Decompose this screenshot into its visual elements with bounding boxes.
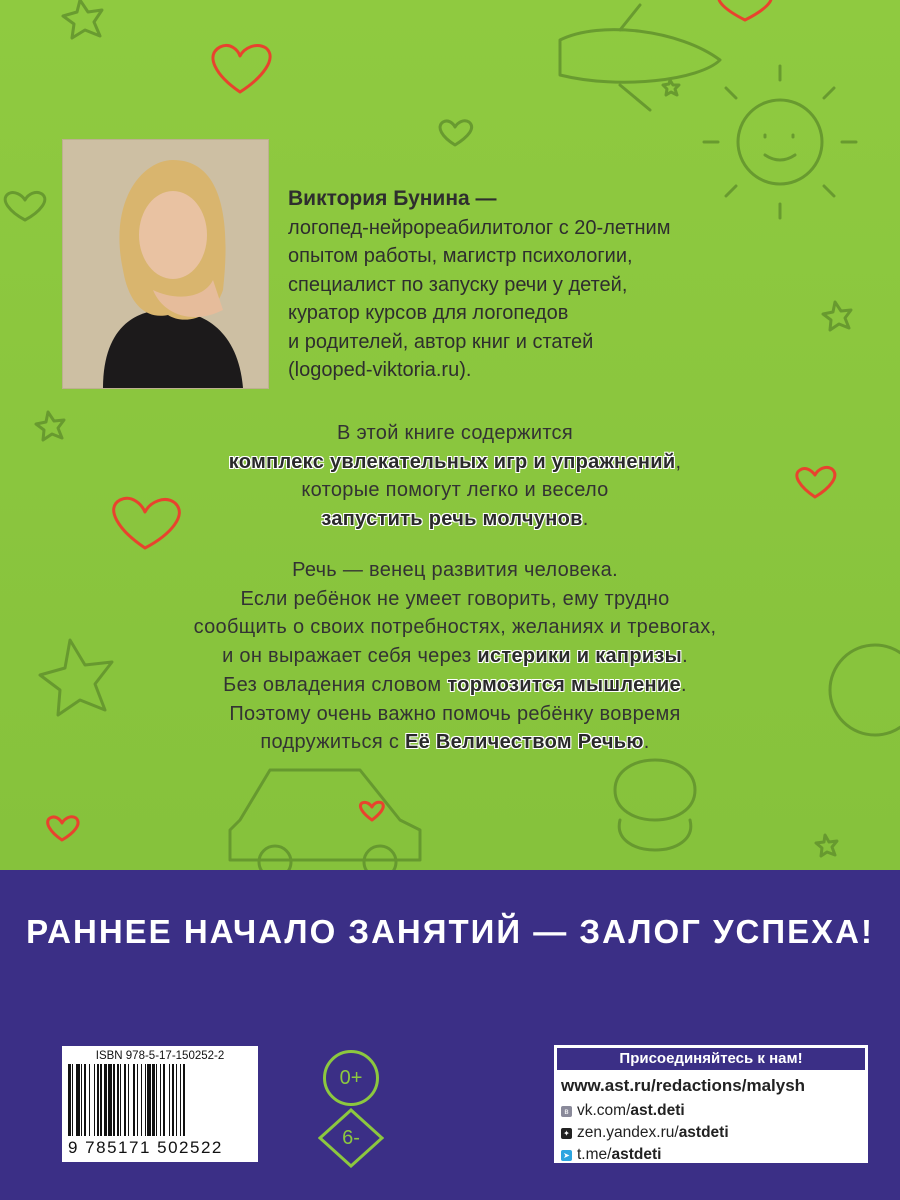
author-photo [63,140,268,388]
text-line: Речь — венец развития человека. [292,559,618,581]
highlight-text: Её Величеством Речью [404,731,644,754]
sun-icon [738,100,822,184]
text: подружиться с [260,731,405,754]
star-icon [663,80,679,95]
heart-icon [719,0,772,20]
text: , [675,450,682,473]
text: Без овладения словом [223,673,448,696]
text-line [0,505,900,534]
teddy-bear-icon [615,760,695,850]
highlight-text: комплекс увлекательных игр и упражнений [228,450,676,473]
age-rating-0plus: 0+ [323,1050,379,1106]
author-bio [288,185,670,385]
star-icon [816,835,837,856]
heart-icon [360,802,383,820]
barcode-bar [185,1064,186,1136]
isbn-barcode [62,1046,258,1162]
text: . [680,673,687,696]
social-header: Присоединяйтесь к нам! [557,1048,865,1070]
text-line [0,728,900,757]
text-line: Поэтому очень важно помочь ребёнку вовремя [229,702,681,725]
speech-importance-text [0,556,900,757]
zen-link[interactable] [557,1122,865,1144]
bio-line: (logoped-viktoria.ru). [288,359,472,381]
text-line [0,671,900,700]
barcode-bars [68,1064,252,1136]
text-line: В этой книге содержится [337,422,573,444]
heart-outline-icon [440,121,472,145]
highlight-text: истерики и капризы [477,645,683,668]
text-line [0,448,900,477]
text: и он выражает себя через [222,645,478,668]
link-prefix: t.me/ [577,1146,612,1163]
airplane-icon [560,5,720,110]
text-line: которые помогут легко и весело [301,479,609,502]
telegram-icon: ➤ [561,1150,572,1161]
author-name: Виктория Бунина — [288,187,497,210]
text-line [0,642,900,671]
text-line: сообщить о своих потребностях, желаниях и тревогах, [193,616,717,639]
highlight-text: запустить речь молчунов [321,508,583,531]
bio-line: опытом работы, магистр психологии, [288,245,633,267]
link-prefix: vk.com/ [577,1102,631,1119]
link-handle: astdeti [611,1146,662,1163]
bio-line: логопед-нейрореабилитолог с 20-летним [288,216,671,239]
star-icon [823,302,851,330]
heart-icon [213,45,270,92]
vk-icon: в [561,1106,572,1117]
link-handle: ast.deti [630,1102,685,1119]
age-rating-6minus [318,1108,384,1168]
telegram-link[interactable] [557,1144,865,1166]
bio-line: специалист по запуску речи у детей, [288,273,628,296]
star-icon [63,0,102,38]
heart-outline-icon [5,192,45,220]
isbn-text: ISBN 978-5-17-150252-2 [95,1050,225,1062]
text: . [682,645,688,668]
website-link[interactable]: www.ast.ru/redactions/malysh [561,1076,806,1095]
link-prefix: zen.yandex.ru/ [577,1124,679,1141]
bio-line: и родителей, автор книг и статей [288,330,594,353]
age-rating-text: 6- [342,1127,360,1149]
heart-icon [48,817,78,840]
bio-line: куратор курсов для логопедов [288,302,569,324]
car-icon [230,770,420,860]
link-handle: astdeti [678,1124,729,1141]
text-line: Если ребёнок не умеет говорить, ему трудно [240,587,670,610]
text: . [643,731,650,754]
book-description [0,419,900,534]
text: . [582,508,589,531]
vk-link[interactable] [557,1100,865,1122]
slogan-banner: РАННЕЕ НАЧАЛО ЗАНЯТИЙ — ЗАЛОГ УСПЕХА! [26,913,874,950]
social-links-box [554,1045,868,1163]
zen-icon: ✦ [561,1128,572,1139]
barcode-number: 9 785171 502522 [68,1138,223,1157]
highlight-text: тормозится мышление [447,673,681,696]
